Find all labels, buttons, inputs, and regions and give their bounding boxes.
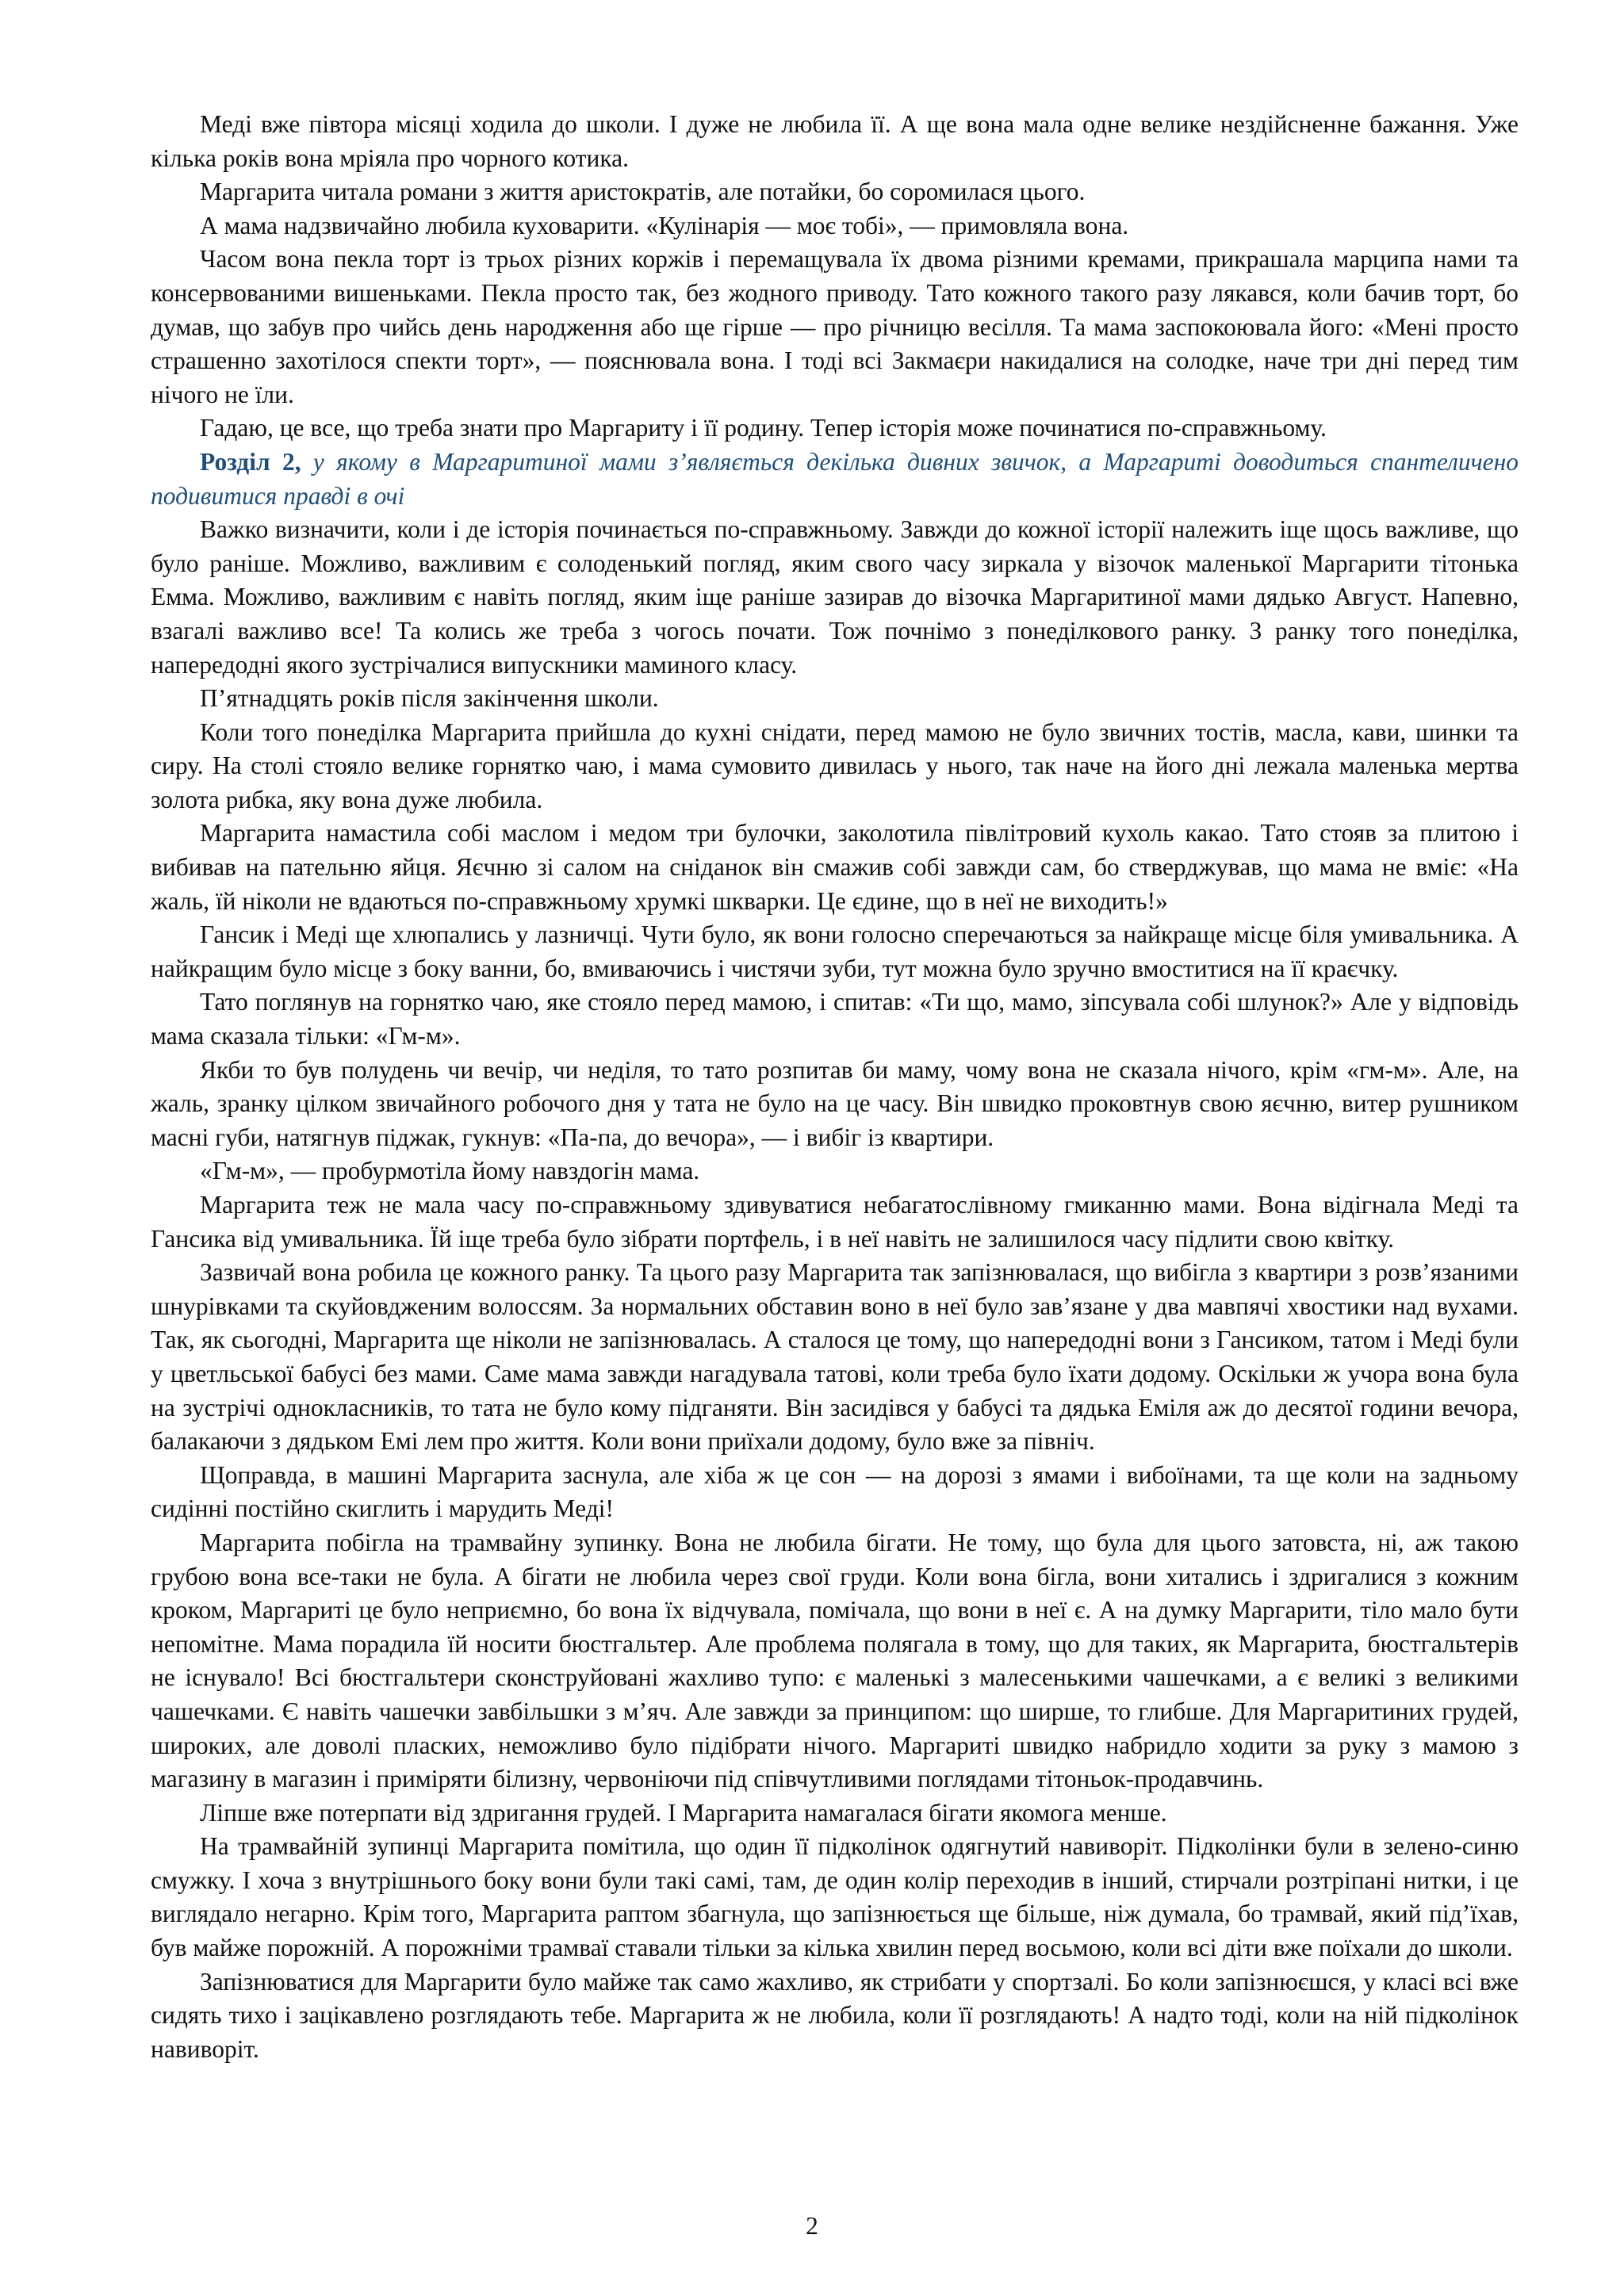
- paragraph: Часом вона пекла торт із трьох різних коржів і перемащувала їх двома різними кремами, прикрашала марципа нами та консервованими вишеньками. Пекла просто так, без жодного приводу. Тато кожного такого разу лякався, коли бачив торт, бо думав, що забув про чийсь день народження або ще гірше — про річницю весілля. Та мама заспокоювала його: «Мені просто страшенно захотілося спекти торт», — пояснювала вона. І тоді всі Закмаєри накидалися на солодке, наче три дні перед тим нічого не їли.: [151, 245, 1519, 408]
- paragraph: Гансик і Меді ще хлюпались у лазничці. Чути було, як вони голосно сперечаються за найкраще місце біля умивальника. А найкращим було місце з боку ванни, бо, вмиваючись і чистячи зуби, тут можна було зручно вмоститися на її краєчку.: [151, 920, 1519, 982]
- paragraph: Важко визначити, коли і де історія починається по-справжньому. Завжди до кожної історії належить іще щось важливе, що було раніше. Можливо, важливим є солоденький погляд, яким свого часу зиркала у візочок маленької Маргарити тітонька Емма. Можливо, важливим є навіть погляд, яким іще раніше зазирав до візочка Маргаритиної мами дядько Август. Напевно, взагалі важливо все! Та колись же треба з чогось почати. Тож почнімо з понеділкового ранку. З ранку того понеділка, напередодні якого зустрічалися випускники маминого класу.: [151, 515, 1519, 679]
- paragraph: «Гм-м», — пробурмотіла йому навздогін мама.: [200, 1157, 700, 1185]
- body-text: [151, 108, 1519, 2066]
- page-number: 2: [806, 2212, 818, 2240]
- chapter-heading: [151, 446, 1519, 513]
- paragraph: Запізнюватися для Маргарити було майже так само жахливо, як стрибати у спортзалі. Бо коли запізнюєшся, у класі всі вже сидять тихо і зацікавлено розглядають тебе. Маргарита ж не любила, коли її розглядають! А надто тоді, коли на ній підколінок навиворіт.: [151, 1967, 1519, 2063]
- chapter-title: у якому в Маргаритиної мами з’являється декілька дивних звичок, а Маргариті доводиться спантеличено подивитися правді в очі: [151, 447, 1519, 510]
- paragraph: Гадаю, це все, що треба знати про Маргариту і її родину. Тепер історія може починатися по-справжньому.: [200, 414, 1327, 442]
- paragraph: Коли того понеділка Маргарита прийшла до кухні снідати, перед мамою не було звичних тостів, масла, кави, шинки та сиру. На столі стояло велике горнятко чаю, і мама сумовито дивилась у нього, так наче на його дні лежала маленька мертва золота рибка, яку вона дуже любила.: [151, 718, 1519, 813]
- paragraph: Тато поглянув на горнятко чаю, яке стояло перед мамою, і спитав: «Ти що, мамо, зіпсувала собі шлунок?» Але у відповідь мама сказала тільки: «Гм-м».: [151, 988, 1519, 1050]
- paragraph: П’ятнадцять років після закінчення школи.: [200, 684, 659, 713]
- chapter-label: Розділ 2,: [200, 447, 301, 476]
- paragraph: Маргарита читала романи з життя аристократів, але потайки, бо соромилася цього.: [200, 178, 1086, 206]
- paragraph: А мама надзвичайно любила куховарити. «Кулінарія — моє тобі», — примовляла вона.: [200, 211, 1129, 239]
- paragraph: Щоправда, в машині Маргарита заснула, але хіба ж це сон — на дорозі з ямами і вибоїнами, та ще коли на задньому сидінні постійно скиглить і марудить Меді!: [151, 1460, 1519, 1523]
- paragraph: Маргарита намастила собі маслом і медом три булочки, заколотила півлітровий кухоль какао. Тато стояв за плитою і вибивав на пательню яйця. Яєчню зі салом на сніданок він смажив собі завжди сам, бо стверджував, що мама не вміє: «На жаль, їй ніколи не вдаються по-справжньому хрумкі шкварки. Це єдине, що в неї не виходить!»: [151, 819, 1519, 915]
- paragraph: Зазвичай вона робила це кожного ранку. Та цього разу Маргарита так запізнювалася, що вибігла з квартири з розв’язаними шнурівками та скуйовдженим волоссям. За нормальних обставин воно в неї було зав’язане у два мавпячі хвостики над вухами. Так, як сьогодні, Маргарита ще ніколи не запізнювалась. А сталося це тому, що напередодні вони з Гансиком, татом і Меді були у цветльської бабусі без мами. Саме мама завжди нагадувала татові, коли треба було їхати додому. Оскільки ж учора вона була на зустрічі однокласників, то тата не було кому підганяти. Він засидівся у бабусі та дядька Еміля аж до десятої години вечора, балакаючи з дядьком Емі лем про життя. Коли вони приїхали додому, було вже за північ.: [151, 1258, 1519, 1456]
- paragraph: Ліпше вже потерпати від здригання грудей. І Маргарита намагалася бігати якомога менше.: [200, 1798, 1167, 1827]
- paragraph: Якби то був полудень чи вечір, чи неділя, то тато розпитав би маму, чому вона не сказала нічого, крім «гм-м». Але, на жаль, зранку цілком звичайного робочого дня у тата не було на це часу. Він швидко проковтнув свою яєчню, витер рушником масні губи, натягнув піджак, гукнув: «Па-па, до вечора», — і вибіг із квартири.: [151, 1055, 1519, 1151]
- paragraph: Меді вже півтора місяці ходила до школи. І дуже не любила її. А ще вона мала одне велике нездійсненне бажання. Уже кілька років вона мріяла про чорного котика.: [151, 110, 1519, 172]
- paragraph: На трамвайній зупинці Маргарита помітила, що один її підколінок одягнутий навиворіт. Підколінки були в зелено-синю смужку. І хоча з внутрішнього боку вони були такі самі, там, де один колір переходив в інший, стирчали розтріпані нитки, і це виглядало негарно. Крім того, Маргарита раптом збагнула, що запізнюється ще більше, ніж думала, бо трамвай, який під’їхав, був майже порожній. А порожніми трамваї ставали тільки за кілька хвилин перед восьмою, коли всі діти вже поїхали до школи.: [151, 1832, 1519, 1962]
- paragraph: Маргарита теж не мала часу по-справжньому здивуватися небагатослівному гмиканню мами. Вона відігнала Меді та Гансика від умивальника. Їй іще треба було зібрати портфель, і в неї навіть не залишилося часу підлити свою квітку.: [151, 1191, 1519, 1253]
- paragraph: Маргарита побігла на трамвайну зупинку. Вона не любила бігати. Не тому, що була для цього затовста, ні, аж такою грубою вона все-таки не була. А бігати не любила через свої груди. Коли вона бігла, вони хитались і здригалися з кожним кроком, Маргариті це було неприємно, бо вона їх відчувала, помічала, що вони в неї є. А на думку Маргарити, тіло мало бути непомітне. Мама порадила їй носити бюстгальтер. Але проблема полягала в тому, що для таких, як Маргарита, бюстгальтерів не існувало! Всі бюстгальтери сконструйовані жахливо тупо: є маленькі з малесенькими чашечками, а є великі з великими чашечками. Є навіть чашечки завбільшки з м’яч. Але завжди за принципом: що ширше, то глибше. Для Маргаритиних грудей, широких, але доволі пласких, неможливо було підібрати нічого. Маргариті швидко набридло ходити за руку з мамою з магазину в магазин і приміряти білизну, червоніючи під співчутливими поглядами тітоньок-продавчинь.: [151, 1528, 1519, 1793]
